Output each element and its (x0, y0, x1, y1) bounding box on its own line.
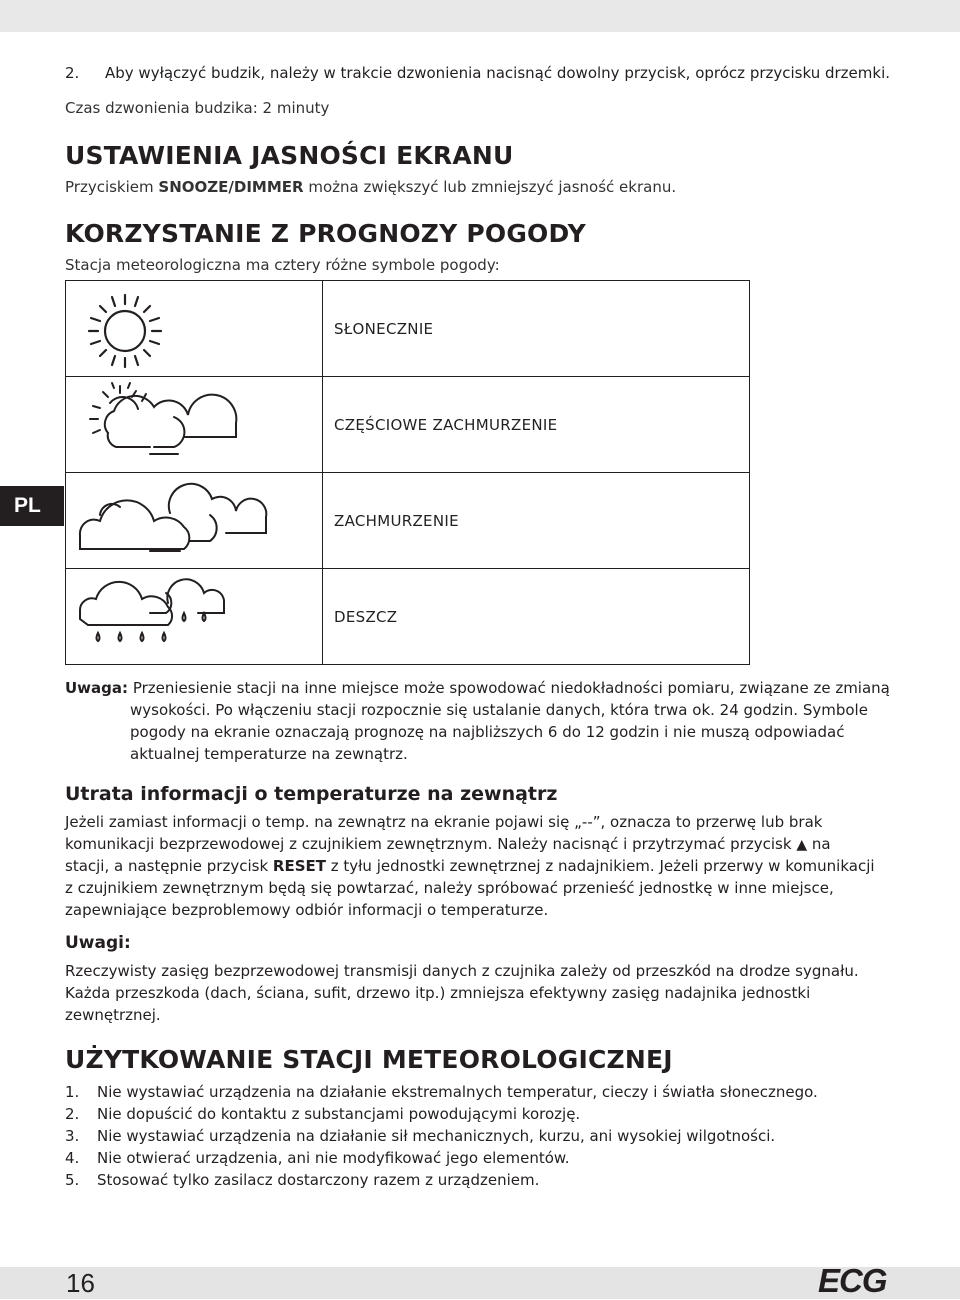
signal-loss-line-1: Jeżeli zamiast informacji o temp. na zewnątrz na ekranie pojawi się „--”, oznacza to przerwę lub brak (65, 813, 823, 831)
partly-cloudy-label: CZĘŚCIOWE ZACHMURZENIE (334, 416, 558, 434)
footer-bar (0, 1267, 960, 1299)
header-bar (0, 0, 960, 32)
forecast-intro: Stacja meteorologiczna ma cztery różne symbole pogody: (65, 256, 500, 274)
usage-item: 1. Nie wystawiać urządzenia na działanie ekstremalnych temperatur, cieczy i światła słonecznego. (65, 1083, 818, 1101)
note-label: Uwaga: (65, 679, 129, 697)
brand-logo: ECG (818, 1262, 887, 1299)
up-arrow-icon: ▲ (796, 837, 808, 853)
notes-line-1: Rzeczywisty zasięg bezprzewodowej transmisji danych z czujnika zależy od przeszkód na drodze sygnału. (65, 962, 859, 980)
signal-loss-line-3: stacji, a następnie przycisk RESET z tyłu jednostki zewnętrznej z nadajnikiem. Jeżeli przerwy w komunikacji (65, 857, 875, 875)
usage-item: 3. Nie wystawiać urządzenia na działanie sił mechanicznych, kurzu, ani wysokiej wilgotności. (65, 1127, 776, 1145)
partly-cloudy-icon (70, 381, 250, 473)
alarm-duration: Czas dzwonienia budzika: 2 minuty (65, 99, 330, 117)
alarm-item-number: 2. (65, 64, 80, 82)
forecast-title: KORZYSTANIE Z PROGNOZY POGODY (65, 219, 586, 248)
rain-icon (70, 573, 250, 665)
alarm-item-2 (65, 64, 890, 82)
forecast-note-line-3: pogody na ekranie oznaczają prognozę na najbliższych 6 do 12 godzin i nie muszą odpowiadać (130, 723, 845, 741)
signal-loss-title: Utrata informacji o temperaturze na zewnątrz (65, 783, 558, 805)
cloudy-icon (70, 477, 270, 569)
cloudy-label: ZACHMURZENIE (334, 512, 459, 530)
notes-title: Uwagi: (65, 933, 131, 953)
usage-item: 2. Nie dopuścić do kontaktu z substancjami powodującymi korozję. (65, 1105, 581, 1123)
snooze-dimmer-label: SNOOZE/DIMMER (158, 178, 304, 196)
usage-item: 5. Stosować tylko zasilacz dostarczony razem z urządzeniem. (65, 1171, 540, 1189)
signal-loss-line-5: zapewniające bezproblemowy odbiór informacji o temperaturze. (65, 901, 549, 919)
brightness-text: Przyciskiem SNOOZE/DIMMER można zwiększyć lub zmniejszyć jasność ekranu. (65, 178, 677, 196)
sunny-label: SŁONECZNIE (334, 320, 434, 338)
signal-loss-line-4: z czujnikiem zewnętrznym będą się powtarzać, należy spróbować przenieść jednostkę w inne miejsce, (65, 879, 834, 897)
alarm-item-text: Aby wyłączyć budzik, należy w trakcie dzwonienia nacisnąć dowolny przycisk, oprócz przycisku drzemki. (105, 64, 891, 82)
signal-loss-line-2: komunikacji bezprzewodowej z czujnikiem zewnętrznym. Należy nacisnąć i przytrzymać przycisk ▲ na (65, 835, 831, 853)
forecast-note-line-4: aktualnej temperaturze na zewnątrz. (130, 745, 408, 763)
weather-symbols-table (65, 280, 750, 665)
usage-title: UŻYTKOWANIE STACJI METEOROLOGICZNEJ (65, 1045, 673, 1074)
usage-item: 4. Nie otwierać urządzenia, ani nie modyfikować jego elementów. (65, 1149, 570, 1167)
forecast-note-line-2: wysokości. Po włączeniu stacji rozpocznie się ustalanie danych, która trwa ok. 24 godzin. Symbole (130, 701, 868, 719)
notes-line-3: zewnętrznej. (65, 1006, 161, 1024)
sun-icon (70, 285, 190, 377)
language-tab: PL (0, 486, 64, 526)
brightness-title: USTAWIENIA JASNOŚCI EKRANU (65, 141, 514, 170)
forecast-note-line-1: Uwaga: Przeniesienie stacji na inne miejsce może spowodować niedokładności pomiaru, związane ze zmianą (65, 679, 890, 697)
notes-line-2: Każda przeszkoda (dach, ściana, sufit, drzewo itp.) zmniejsza efektywny zasięg nadajnika jednostki (65, 984, 811, 1002)
reset-label: RESET (272, 857, 326, 875)
rain-label: DESZCZ (334, 608, 398, 626)
page-number: 16 (66, 1268, 95, 1298)
